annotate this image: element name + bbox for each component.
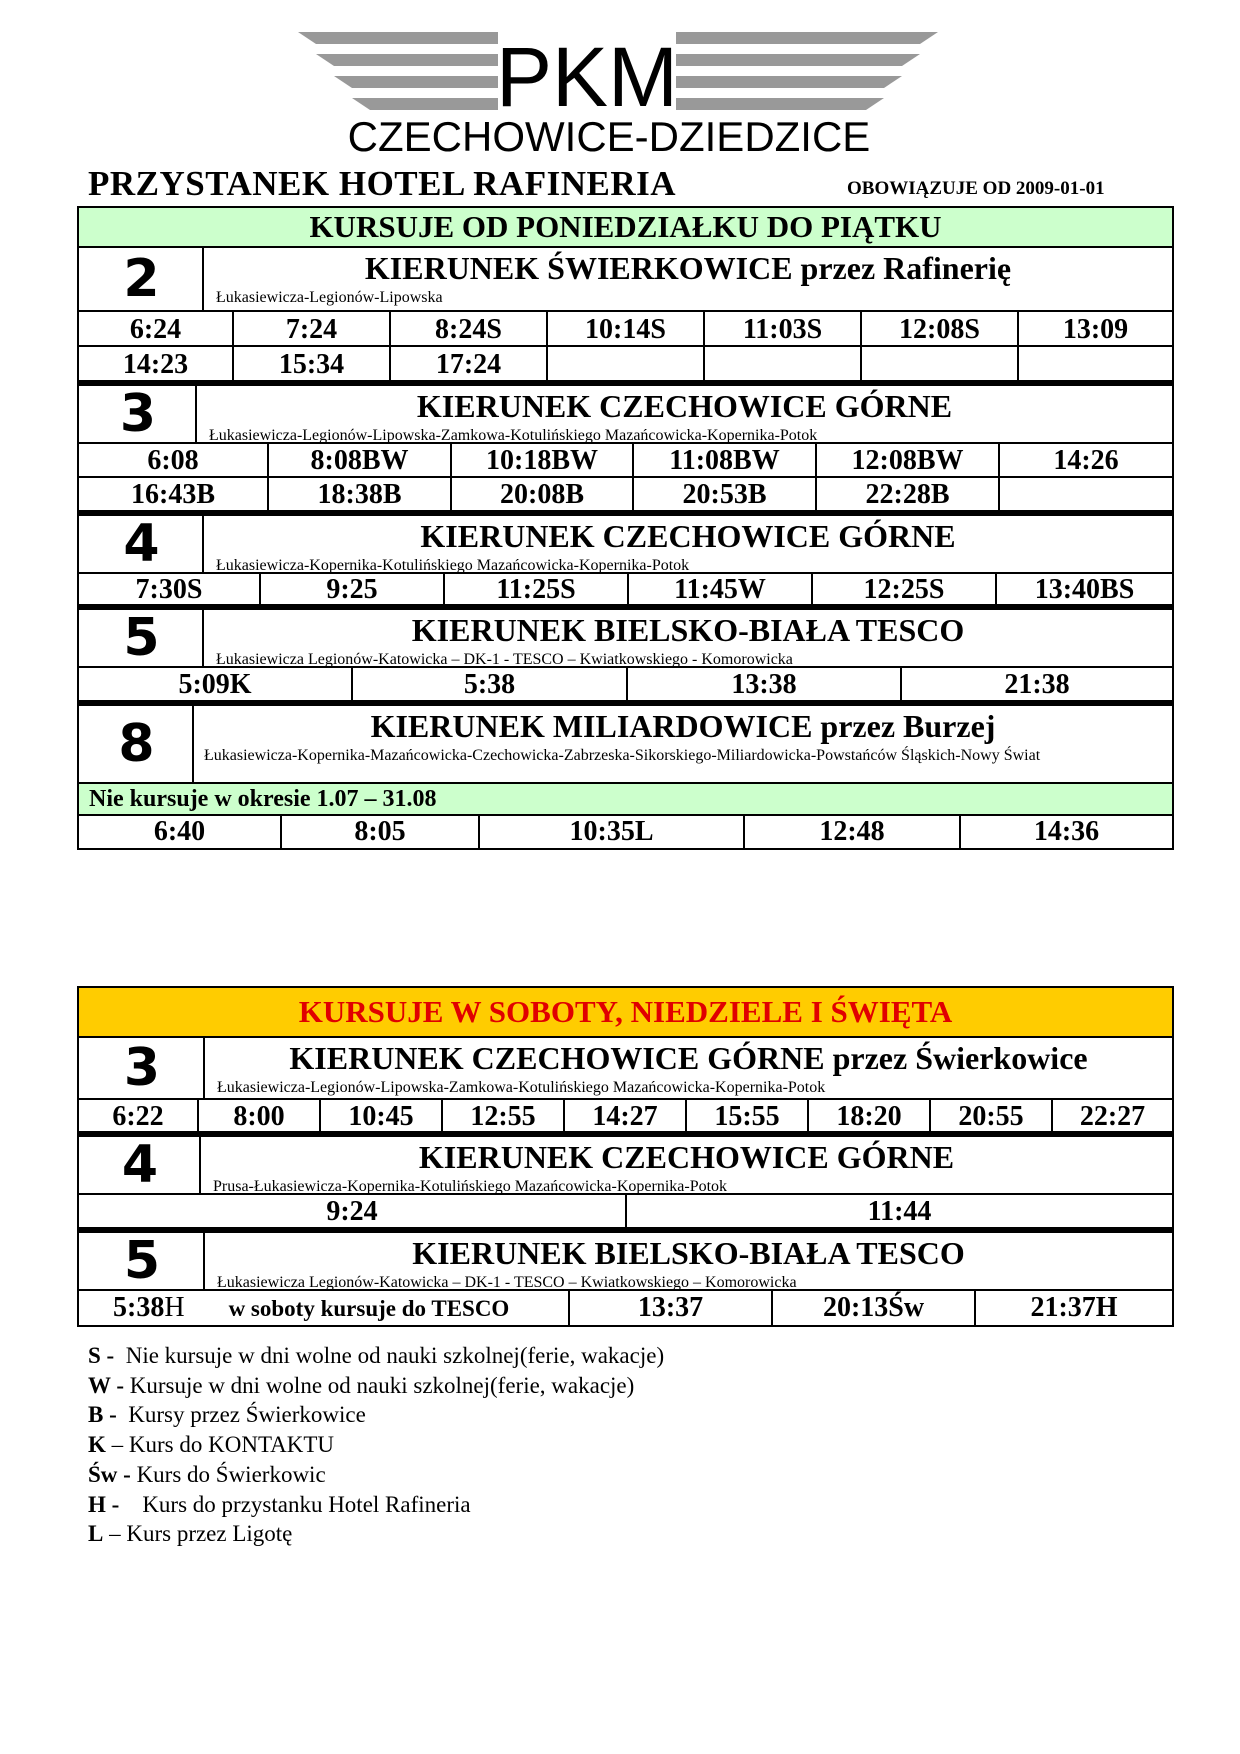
route-header (79, 1135, 1172, 1195)
route-number: 2 (79, 248, 204, 310)
route-note: Nie kursuje w okresie 1.07 – 31.08 (79, 784, 1172, 816)
departure-time: 8:00 (199, 1100, 321, 1131)
departure-time: 8:24S (391, 312, 548, 345)
legend-text: Kursuje w dni wolne od nauki szkolnej(ferie, wakacje) (124, 1372, 635, 1398)
route-direction: KIERUNEK CZECHOWICE GÓRNE (418, 1139, 955, 1175)
departure-time: 21:38 (1004, 669, 1070, 700)
timetable-row (79, 1291, 1172, 1325)
departure-time: 6:08 (79, 444, 269, 476)
route-number: 3 (79, 1038, 205, 1098)
timetable-row (79, 574, 1172, 606)
departure-time: 11:44 (867, 1196, 932, 1227)
logo-stripes-right (676, 32, 938, 110)
timetable-row (79, 312, 1172, 347)
legend-item (88, 1341, 664, 1371)
route-via: Łukasiewicza-Kopernika-Mazańcowicka-Czechowicka-Zabrzeska-Sikorskiego-Miliardowicka-Powstańców Śląskich-Nowy Świat (204, 747, 1041, 764)
route-number: 3 (79, 386, 197, 442)
departure-time: 6:22 (79, 1100, 199, 1131)
departure-time: 5:38 (353, 668, 628, 700)
legend-text: Nie kursuje w dni wolne od nauki szkolnej(ferie, wakacje) (114, 1343, 665, 1368)
departure-time: 17:24 (391, 347, 548, 380)
departure-time: 13:37 (570, 1291, 773, 1325)
departure-time: 11:08BW (634, 444, 817, 476)
legend-item (88, 1460, 664, 1490)
departure-time: 15:34 (234, 347, 391, 380)
timetable-row (79, 444, 1172, 478)
departure-note: w soboty kursuje do TESCO (228, 1296, 510, 1321)
departure-time-with-note (79, 1291, 570, 1325)
route-direction: KIERUNEK CZECHOWICE GÓRNE (420, 518, 956, 554)
departure-time: 9:24 (79, 1195, 627, 1227)
departure-time: 20:08B (452, 478, 634, 510)
legend-key: S - (88, 1343, 115, 1368)
route-direction: KIERUNEK CZECHOWICE GÓRNE (416, 388, 953, 424)
logo-subtitle: CZECHOWICE-DZIEDZICE (347, 113, 871, 154)
legend-text: Kursy przez Świerkowice (116, 1402, 366, 1428)
departure-time: 15:55 (687, 1100, 809, 1131)
departure-time: 10:45 (321, 1100, 443, 1131)
route-header (79, 1231, 1172, 1291)
legend-text: Kurs do Świerkowic (130, 1461, 326, 1487)
route-via: Łukasiewicza-Kopernika-Kotulińskiego Mazańcowicka-Kopernika-Potok (216, 557, 690, 574)
departure-time (705, 347, 862, 380)
departure-time: 20:13Św (773, 1291, 976, 1325)
departure-time: 8:05 (282, 816, 480, 848)
legend-key: Św - (88, 1461, 131, 1487)
route-via: Łukasiewicza-Legionów-Lipowska-Zamkowa-Kotulińskiego Mazańcowicka-Kopernika-Potok (217, 1079, 826, 1096)
departure-time (548, 347, 705, 380)
route-via: Łukasiewicza Legionów-Katowicka – DK-1 - TESCO – Kwiatkowskiego – Komorowicka (217, 1274, 797, 1291)
weekday-timetable (77, 206, 1174, 850)
route-via: Łukasiewicza-Legionów-Lipowska (216, 289, 443, 306)
legend-text: – Kurs do KONTAKTU (105, 1432, 335, 1458)
timetable-row (79, 1100, 1172, 1133)
legend-key: W - (88, 1372, 124, 1398)
departure-time: 12:08BW (817, 444, 1000, 476)
departure-time: 14:27 (565, 1100, 687, 1131)
legend-text: – Kurs przez Ligotę (103, 1521, 293, 1547)
weekend-banner: KURSUJE W SOBOTY, NIEDZIELE I ŚWIĘTA (79, 988, 1172, 1038)
departure-time: 12:25S (813, 574, 997, 604)
legend-item (88, 1490, 664, 1520)
departure-time: 18:38B (269, 478, 452, 510)
departure-time: 16:43B (79, 478, 269, 510)
departure-time: 18:20 (809, 1100, 931, 1131)
legend-key: B - (88, 1402, 117, 1428)
departure-time (1019, 347, 1172, 380)
route-number: 5 (79, 610, 204, 666)
stop-title: PRZYSTANEK HOTEL RAFINERIA (88, 164, 677, 203)
departure-time: 13:40BS (1034, 574, 1135, 604)
legend (88, 1341, 664, 1549)
departure-time: 10:18BW (452, 444, 634, 476)
route-header (79, 384, 1172, 444)
departure-time: 6:24 (79, 312, 234, 345)
timetable-row (79, 816, 1172, 848)
departure-time: 14:23 (79, 347, 234, 380)
logo-stripes-left (298, 32, 498, 110)
route-number: 5 (79, 1233, 205, 1289)
pkm-logo (298, 18, 938, 154)
legend-key: H - (88, 1491, 120, 1517)
departure-time: 5:38 (113, 1292, 165, 1323)
departure-time: 22:27 (1079, 1101, 1146, 1131)
logo-text: PKM (495, 30, 679, 124)
timetable-row (79, 347, 1172, 382)
route-direction: KIERUNEK BIELSKO-BIAŁA TESCO (412, 1235, 965, 1271)
departure-time: 21:37H (1030, 1292, 1118, 1323)
legend-item (88, 1519, 664, 1549)
departure-time: 13:09 (1062, 314, 1129, 345)
departure-time: 14:26 (1053, 445, 1119, 476)
departure-time: 12:48 (745, 816, 961, 848)
departure-time: 14:36 (1033, 816, 1100, 847)
route-number: 8 (79, 706, 194, 782)
timetable-row (79, 478, 1172, 512)
route-direction: KIERUNEK MILIARDOWICE przez Burzej (370, 708, 996, 744)
route-via: Prusa-Łukasiewicza-Kopernika-Kotulińskiego Mazańcowicka-Kopernika-Potok (213, 1178, 728, 1195)
departure-time: 11:45W (629, 574, 813, 604)
departure-time: 22:28B (817, 478, 1000, 510)
departure-time: 10:35L (480, 816, 745, 848)
route-number: 4 (79, 516, 204, 572)
legend-item (88, 1430, 664, 1460)
weekend-timetable (77, 986, 1174, 1327)
departure-time: 7:30S (79, 574, 261, 604)
legend-text: Kurs do przystanku Hotel Rafineria (119, 1491, 471, 1517)
route-header (79, 1038, 1172, 1100)
departure-time: 20:55 (931, 1100, 1053, 1131)
departure-time (862, 347, 1019, 380)
departure-time: 11:25S (445, 574, 629, 604)
route-header (79, 248, 1172, 312)
legend-item (88, 1400, 664, 1430)
legend-key: L (88, 1521, 104, 1547)
departure-time: 5:09K (79, 668, 353, 700)
route-via: Łukasiewicza-Legionów-Lipowska-Zamkowa-Kotulińskiego Mazańcowicka-Kopernika-Potok (209, 427, 818, 444)
valid-from-date: OBOWIĄZUJE OD 2009-01-01 (847, 178, 1105, 199)
timetable-row (79, 1195, 1172, 1229)
departure-time: 13:38 (628, 668, 902, 700)
route-number: 4 (79, 1137, 201, 1193)
departure-time: 9:25 (261, 574, 445, 604)
departure-time: 6:40 (79, 816, 282, 848)
departure-time: 8:08BW (269, 444, 452, 476)
departure-time: 7:24 (234, 312, 391, 345)
weekday-banner: KURSUJE OD PONIEDZIAŁKU DO PIĄTKU (79, 208, 1172, 248)
route-direction: KIERUNEK BIELSKO-BIAŁA TESCO (411, 612, 965, 648)
departure-time: 12:08S (862, 312, 1019, 345)
departure-time: 20:53B (634, 478, 817, 510)
route-header (79, 704, 1172, 784)
timetable-row (79, 668, 1172, 702)
route-header (79, 608, 1172, 668)
departure-time: 11:03S (705, 312, 862, 345)
route-via: Łukasiewicza Legionów-Katowicka – DK-1 - TESCO – Kwiatkowskiego - Komorowicka (216, 651, 793, 668)
route-direction: KIERUNEK CZECHOWICE GÓRNE przez Świerkowice (289, 1040, 1088, 1076)
legend-item (88, 1371, 664, 1401)
departure-time: 12:55 (443, 1100, 565, 1131)
departure-time: 10:14S (548, 312, 705, 345)
legend-key: K (88, 1432, 106, 1458)
time-suffix: H (164, 1292, 185, 1323)
route-header (79, 514, 1172, 574)
route-direction: KIERUNEK ŚWIERKOWICE przez Rafinerię (364, 250, 1012, 286)
departure-time (1000, 478, 1172, 510)
